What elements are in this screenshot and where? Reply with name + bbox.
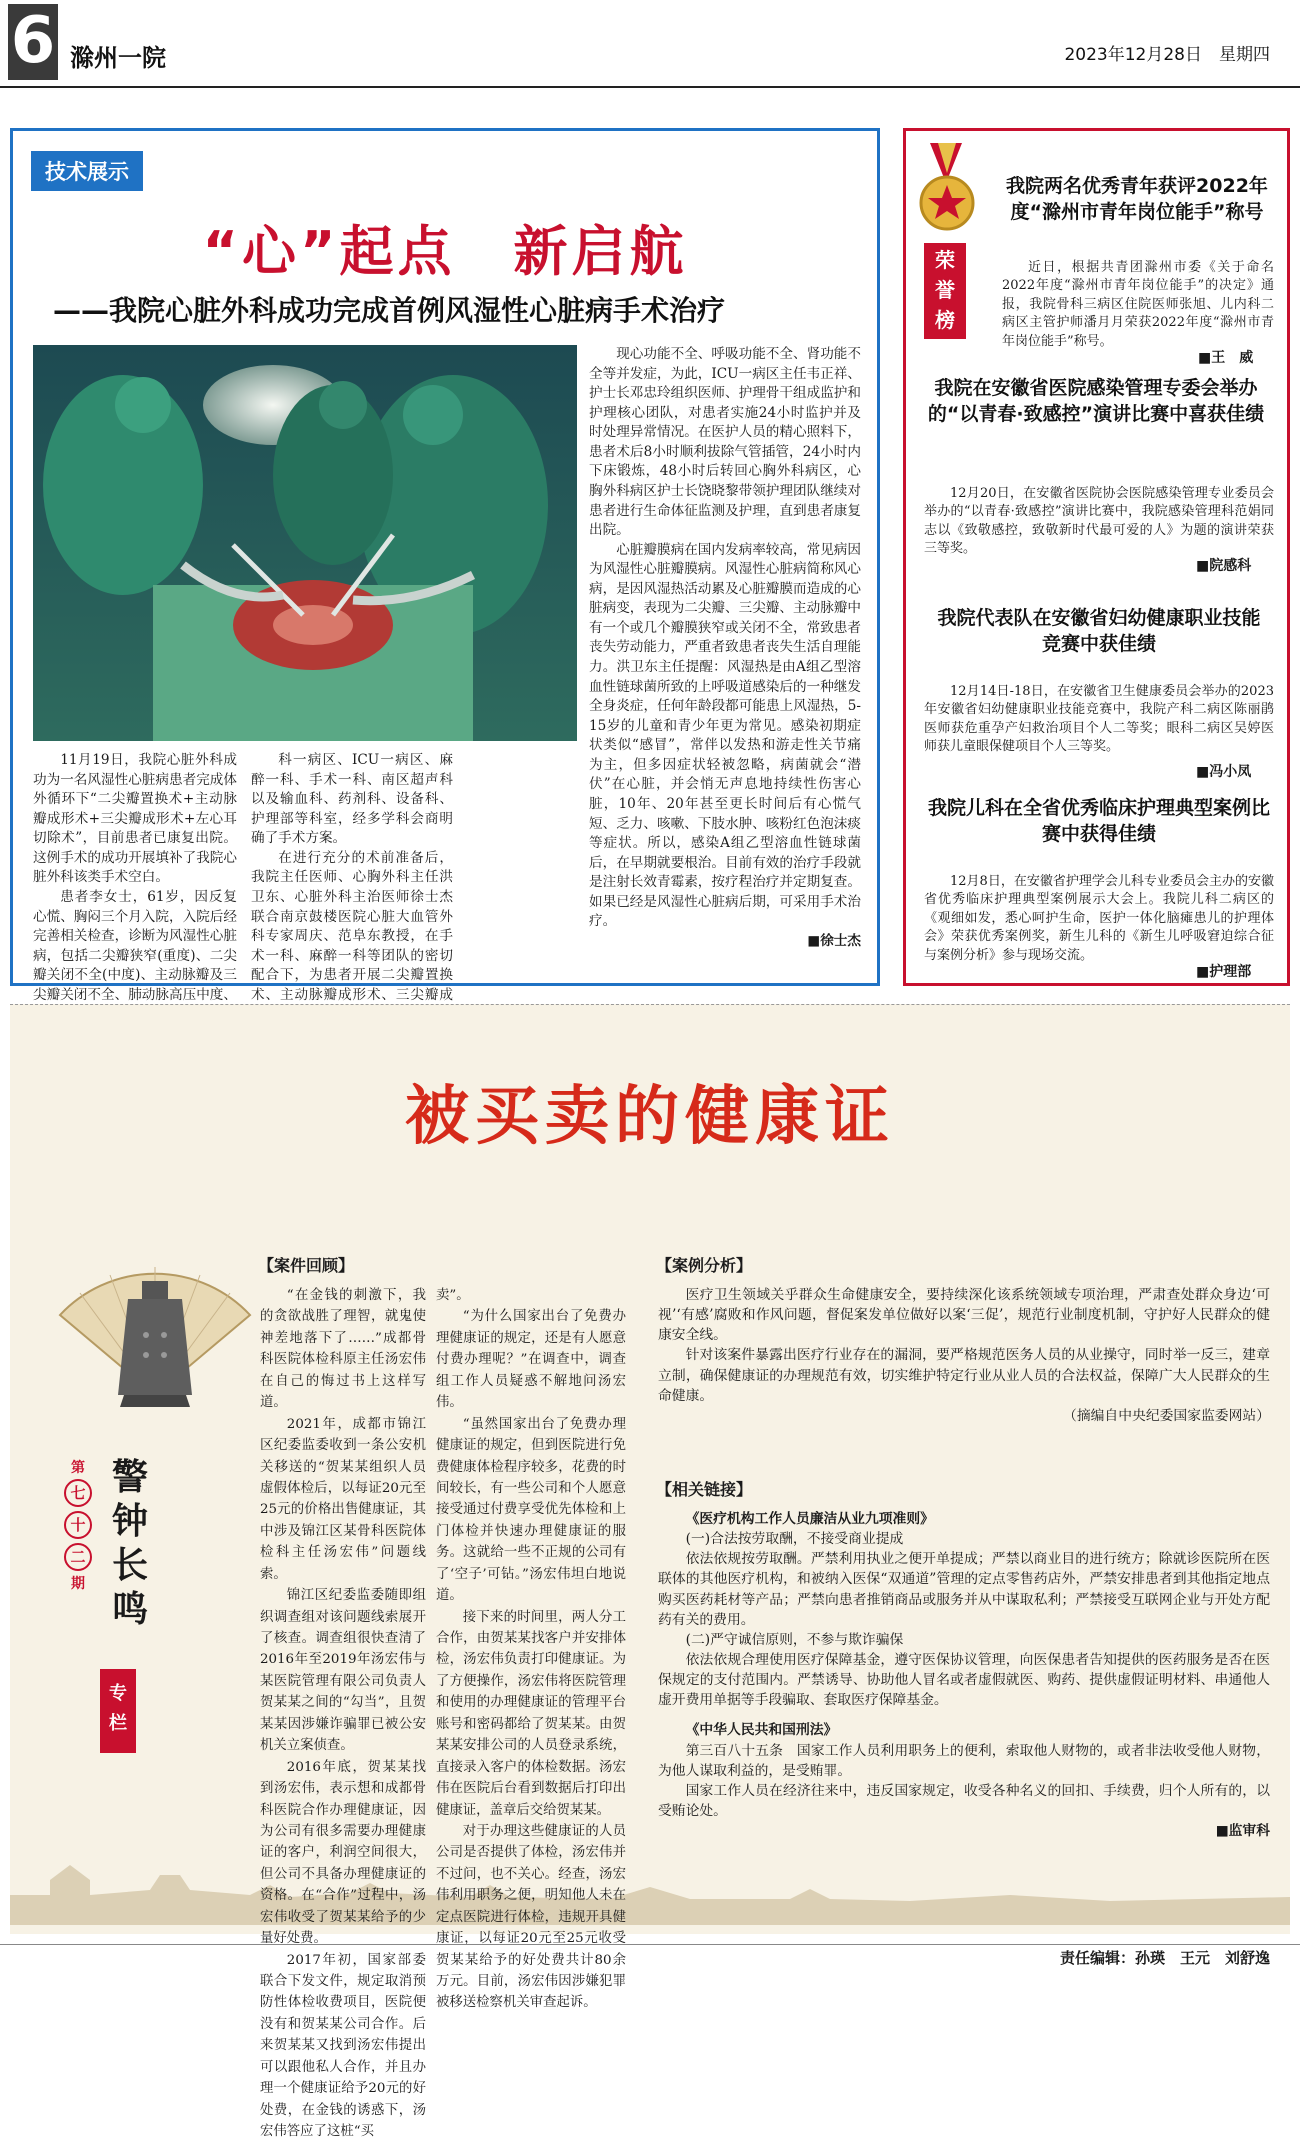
bell-fan-illustration [50,1245,260,1445]
issue-date: 2023年12月28日 星期四 [1064,45,1270,65]
honor-sign-1: ■王 威 [1198,350,1254,366]
paragraph: (二)严守诚信原则，不参与欺诈骗保 [685,1631,904,1648]
feature-subtitle: ——我院心脏外科成功完成首例风湿性心脏病手术治疗 [53,294,726,327]
case-review-heading: 【案件回顾】 [258,1256,355,1275]
law-title: 《医疗机构工作人员廉洁从业九项准则》 [685,1511,934,1527]
issue-number: 第 七 十 二 期 [62,1457,94,1593]
case-col-1 [260,1285,426,2143]
honor-sign-4: ■护理部 [1196,964,1252,980]
feature-col-3 [589,345,861,951]
honor-sign-2: ■院感科 [1196,558,1252,574]
related-links-text [658,1509,1270,1841]
surgery-photo [33,345,577,741]
paragraph: (一)合法按劳取酬，不接受商业提成 [685,1531,904,1548]
author-signature: ■徐士杰 [807,932,861,949]
honor-title-4: 我院儿科在全省优秀临床护理典型案例比赛中获得佳绩 [927,797,1270,846]
honor-body-2: 12月20日，在安徽省医院协会医院感染管理专业委员会举办的“以青春·致感控”演讲比赛中，我院感染管理科范娟同志以《致敬感控，致敬新时代最可爱的人》为题的演讲荣获三等奖。 [924,486,1274,557]
related-links-heading: 【相关链接】 [656,1480,753,1499]
page-number: 6 [8,4,58,80]
column-tag: 专 栏 [100,1669,136,1753]
honor-body-4: 12月8日，在安徽省护理学会儿科专业委员会主办的安徽省优秀临床护理典型案例展示大会上。我院儿科二病区的《观细如发，悉心呵护生命，医护一体化脑瘫患儿的护理体会》荣获优秀案例奖，新生儿科的《新生儿呼吸窘迫综合征与案例分析》参与现场交流。 [924,874,1274,963]
paragraph: 卖”。 [436,1288,470,1303]
paragraph: 现心功能不全、呼吸功能不全、肾功能不全等并发症，为此，ICU一病区主任韦正祥、护士长邓忠玲组织医师、护理骨干组成监护和护理核心团队，对患者实施24小时监护并及时处理异常情况。在医护人员的精心照料下，患者术后8小时顺利拔除气管插管，24小时内下床锻炼，48小时后转回心胸外科病区，心胸外科病区护士长饶晓黎带领护理团队继续对患者进行生命体征监测及护理，直到患者康复出院。 [589,346,861,539]
paragraph: 医疗卫生领域关乎群众生命健康安全，要持续深化该系统领域专项治理，严肃查处群众身边‘可视’‘有感’腐败和作风问题，督促案发单位做好以案‘三促’，规范行业制度机制，守护好人民群众的健康安全线。 [658,1287,1270,1344]
editors: 责任编辑：孙瑛 王元 刘舒逸 [1059,1949,1270,1967]
paragraph: 针对该案件暴露出医疗行业存在的漏洞，要严格规范医务人员的从业操守，同时举一反三，建章立制，确保健康证的办理规范有效，切实维护特定行业从业人员的合法权益，保障广大人民群众的生命健康。 [658,1347,1270,1404]
paragraph: “在金钱的刺激下，我的贪欲战胜了理智，就鬼使神差地落下了……”成都骨科医院体检科原主任汤宏伟在自己的悔过书上这样写道。 [260,1288,426,1411]
column-signature: ■监审科 [1215,1823,1270,1840]
paragraph: “为什么国家出台了免费办理健康证的规定，还是有人愿意付费办理呢？”在调查中，调查组工作人员疑惑不解地问汤宏伟。 [436,1309,626,1411]
paragraph: 2016年底，贺某某找到汤宏伟，表示想和成都骨科医院合作办理健康证，因为公司有很多需要办理健康证的客户，利润空间很大，但公司不具备办理健康证的资格。在“合作”过程中，汤宏伟收受了贺某某给予的少量好处费。 [260,1759,426,1947]
city-silhouette [10,1835,1290,1925]
case-col-2 [436,1285,626,2014]
paragraph: 科一病区、ICU一病区、麻醉一科、手术一科、南区超声科以及输血科、药剂科、设备科、护理部等科室，经多学科会商明确了手术方案。 [251,752,453,847]
paragraph: 在进行充分的术前准备后，我院主任医师、心胸外科主任洪卫东、心脏外科主治医师徐士杰联合南京鼓楼医院心脏大血管外科专家周庆、范阜东教授，在手术一科、麻醉一科等团队的密切配合下，为患者开展二尖瓣置换术、主动脉瓣成形术、三尖瓣成 [251,849,453,1003]
paragraph: 接下来的时间里，两人分工合作，由贺某某找客户并安排体检，汤宏伟负责打印健康证。为了方便操作，汤宏伟将医院管理和使用的办理健康证的管理平台账号和密码都给了贺某某。由贺某某安排公司的人员登录系统，直接录入客户的体检数据。汤宏伟在医院后台看到数据后打印出健康证，盖章后交给贺某某。 [436,1609,626,1818]
column-title: 被买卖的健康证 [405,1080,895,1154]
paragraph: 2017年初，国家部委联合下发文件，规定取消预防性体检收费项目，医院便没有和贺某某公司合作。后来贺某某又找到汤宏伟提出可以跟他私人合作，并且办理一个健康证给予20元的好处费，在金钱的诱惑下，汤宏伟答应了这桩“买 [260,1952,426,2140]
analysis-source: （摘编自中央纪委国家监委网站） [1063,1407,1270,1424]
honor-label: 荣 誉 榜 [924,243,966,339]
honor-title-3: 我院代表队在安徽省妇幼健康职业技能竞赛中获佳绩 [937,607,1261,656]
paragraph: “虽然国家出台了免费办理健康证的规定，但到医院进行免费健康体检程序较多，花费的时间较长，有一些公司和个人愿意接受通过付费享受优先体检和上门体检并快速办理健康证的服务。这就给一些不正规的公司有了‘空子’可钻。”汤宏伟坦白地说道。 [436,1416,626,1604]
honor-body-3: 12月14日-18日，在安徽省卫生健康委员会举办的2023年安徽省妇幼健康职业技能竞赛中，我院产科二病区陈丽鹃医师获危重孕产妇救治项目个人二等奖；眼科二病区吴婷医师获儿童眼保健项目个人三等奖。 [924,684,1274,755]
honor-sign-3: ■冯小凤 [1196,764,1252,780]
paragraph: 11月19日，我院心脏外科成功为一名风湿性心脏病患者完成体外循环下“二尖瓣置换术+主动脉瓣成形术+三尖瓣成形术+左心耳切除术”，目前患者已康复出院。这例手术的成功开展填补了我院心脏外科该类手术空白。 [33,752,237,886]
analysis-text [658,1285,1270,1426]
feature-title: “心”起点 新启航 [202,220,688,283]
paragraph: 依法依规合理使用医疗保障基金，遵守医保协议管理，向医保患者告知提供的医药服务是否在医保规定的支付范围内。严禁诱导、协助他人冒名或者虚假就医、购药、提供虚假证明材料、串通他人虚开费用单据等手段骗取、套取医疗保障基金。 [658,1651,1270,1709]
paragraph: 锦江区纪委监委随即组织调查组对该问题线索展开了核查。调查组很快查清了2016年至2019年汤宏伟与某医院管理有限公司负责人贺某某之间的“勾当”，且贺某某因涉嫌诈骗罪已被公安机关立案侦查。 [260,1588,426,1754]
paper-name: 滁州一院 [70,44,166,72]
feature-tag: 技术展示 [31,151,143,191]
paragraph: 心脏瓣膜病在国内发病率较高，常见病因为风湿性心脏瓣膜病。风湿性心脏病简称风心病，是因风湿热活动累及心脏瓣膜而造成的心脏病变，表现为二尖瓣、三尖瓣、主动脉瓣中有一个或几个瓣膜狭窄或关闭不全，常致患者丧失劳动能力，严重者致患者丧失生活自理能力。洪卫东主任提醒：风湿热是由A组乙型溶血性链球菌所致的上呼吸道感染后的一种继发全身炎症，任何年龄段都可能患上风湿热，5-15岁的儿童和青少年更为常见。感染初期症状类似“感冒”，常伴以发热和游走性关节痛为主，但多因症状轻被忽略，病菌就会“潜伏”在心脏，并会悄无声息地持续性伤害心脏，10年、20年甚至更长时间后有心慌气短、乏力、咳嗽、下肢水肿、咳粉红色泡沫痰等症状。所以，感染A组乙型溶血性链球菌后，在早期就要根治。目前有效的治疗手段就是注射长效青霉素，按疗程治疗并定期复查。如果已经是风湿性心脏病后期，可采用手术治疗。 [589,541,861,930]
page-footer [0,1944,1300,1968]
page-header [0,0,1300,88]
honor-body-1: 近日，根据共青团滁州市委《关于命名2022年度“滁州市青年岗位能手”的决定》通报，我院骨科三病区住院医师张旭、儿内科二病区主管护师潘月月荣获2022年度“滁州市青年岗位能手”称号。 [1002,260,1274,349]
column-name: 警 钟 长 鸣 [111,1456,148,1630]
paragraph: 2021年，成都市锦江区纪委监委收到一条公安机关移送的“贺某某组织人员虚假体检后，以每证20元至25元的价格出售健康证，其中涉及锦江区某骨科医院体检科主任汤宏伟”问题线索。 [260,1416,426,1582]
feature-article [10,128,880,1003]
honor-title-1: 我院两名优秀青年获评2022年度“滁州市青年岗位能手”称号 [1006,175,1268,224]
paragraph: 对于办理这些健康证的人员公司是否提供了体检，汤宏伟并不过问，也不关心。经查，汤宏伟利用职务之便，明知他人未在定点医院进行体检，违规开具健康证，以每证20元至25元收受贺某某给予的好处费共计80余万元。目前，汤宏伟因涉嫌犯罪被移送检察机关审查起诉。 [436,1823,626,2011]
case-analysis-heading: 【案例分析】 [656,1256,753,1275]
paragraph: 患者李女士，61岁，因反复心慌、胸闷三个月入院，入院后经完善相关检查，诊断为风湿性心脏病，包括二尖瓣狭窄(重度)、二尖瓣关闭不全(中度)、主动脉瓣及三尖瓣关闭不全、肺动脉高压中度、 [33,888,237,1003]
law-title: 《中华人民共和国刑法》 [685,1722,838,1739]
paragraph: 依法依规按劳取酬。严禁利用执业之便开单提成；严禁以商业目的进行统方；除就诊医院所在医联体的其他医疗机构，和被纳入医保“双通道”管理的定点零售药店外，严禁安排患者到其他指定地点购买医药耗材等产品；严禁向患者推销商品或服务并从中谋取私利；严禁接受互联网企业与开处方配药有关的费用。 [658,1551,1270,1628]
paragraph: 第三百八十五条 国家工作人员利用职务上的便利，索取他人财物的，或者非法收受他人财物，为他人谋取利益的，是受贿罪。 [658,1742,1270,1779]
honor-title-2: 我院在安徽省医院感染管理专委会举办的“以青春·致感控”演讲比赛中喜获佳绩 [927,377,1265,426]
medal-icon [916,143,978,253]
honor-roll [903,128,1290,986]
paragraph: 国家工作人员在经济往来中，违反国家规定，收受各种名义的回扣、手续费，归个人所有的，以受贿论处。 [658,1782,1270,1819]
